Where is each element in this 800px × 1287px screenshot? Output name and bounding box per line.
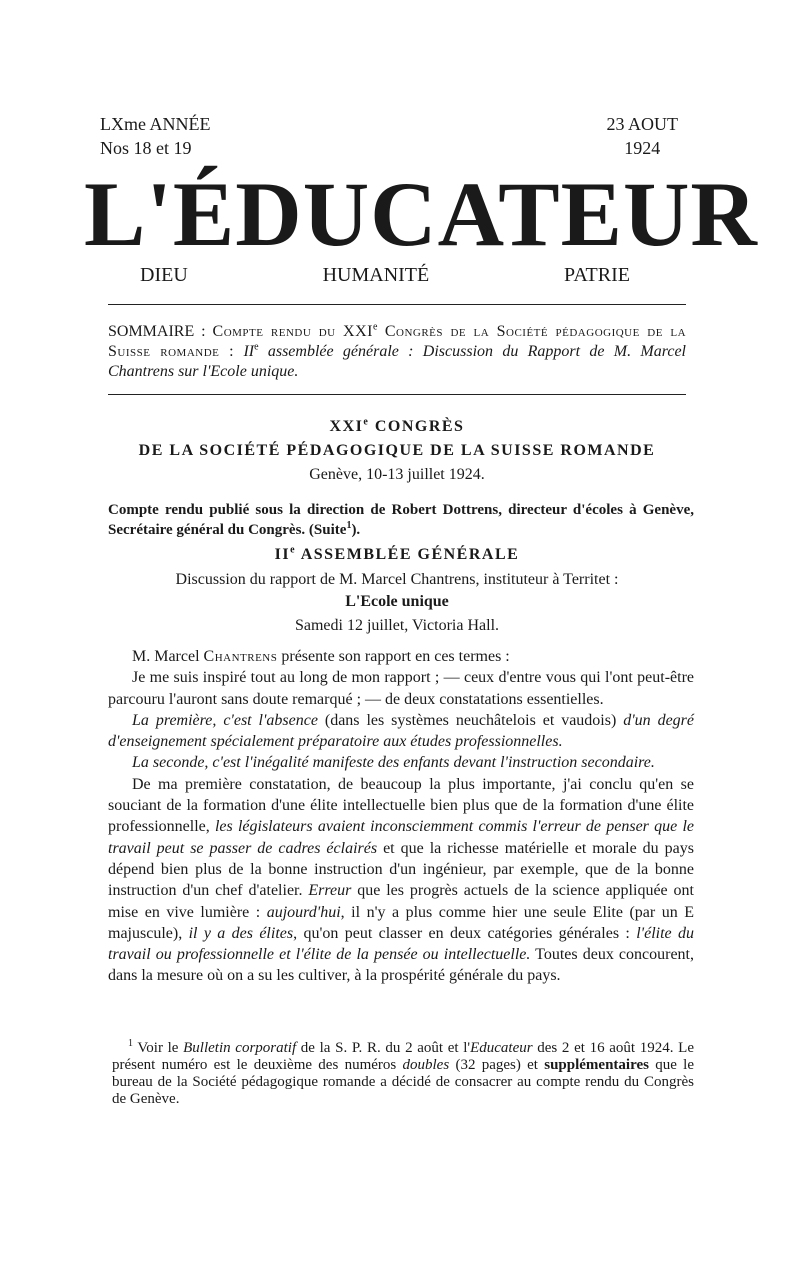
motto-word: DIEU	[140, 264, 188, 286]
summary-text: Congrès de la Société pédagogique de la Suisse romande :	[108, 323, 687, 360]
summary-label: SOMMAIRE :	[108, 323, 206, 340]
session-line: Samedi 12 juillet, Victoria Hall.	[294, 617, 500, 634]
masthead-motto	[140, 264, 630, 287]
summary-sup: e	[372, 321, 378, 333]
footnote-ref: 1	[346, 520, 352, 531]
paragraph: M. Marcel Chantrens présente son rapport en ces termes :	[132, 648, 510, 665]
summary-text: Compte rendu du XXI	[212, 323, 373, 340]
paragraph: La première, c'est l'absence (dans les systèmes neuchâtelois et vaudois) d'un degré d'enseignement spécialement préparatoire aux études professionnelles.	[108, 711, 694, 751]
date-info	[607, 112, 679, 160]
congress-heading	[100, 418, 694, 436]
divider	[108, 304, 686, 305]
heading-sup: e	[290, 544, 297, 556]
society-heading: DE LA SOCIÉTÉ PÉDAGOGIQUE DE LA SUISSE ROMANDE	[138, 442, 656, 459]
heading-text: II	[274, 546, 291, 563]
credit-text: ).	[351, 522, 361, 538]
report-credit	[108, 500, 694, 540]
summary	[108, 322, 686, 382]
heading-text: CONGRÈS	[369, 418, 465, 435]
subject-line: L'Ecole unique	[345, 593, 449, 610]
issue-label: Nos 18 et 19	[100, 138, 192, 158]
volume-info	[100, 112, 210, 160]
year-number: 1924	[624, 138, 661, 158]
heading-text: XXI	[329, 418, 364, 435]
motto-word: HUMANITÉ	[322, 264, 430, 286]
summary-sup: e	[254, 341, 259, 353]
date-label: 23 AOUT	[606, 114, 678, 134]
paragraph: De ma première constatation, de beaucoup la plus importante, j'ai conclu qu'en se souciant de la formation d'une élite intellectuelle bien plus que de la formation d'une élite professionnelle, les législateurs avaient inconsciemment commis l'erreur de penser que le travail peut se passer de cadres éclairés et que la richesse matérielle et morale du pays dépend bien plus de la bonne instruction d'un ingénieur, par exemple, que de la bonne instruction d'un chef d'atelier. Erreur que les progrès actuels de la science appliquée ont mise en vive lumière : aujourd'hui, il n'y a plus comme hier une seule Elite (par un E majuscule), il y a des élites, qu'on peut classer en deux catégories générales : l'élite du travail ou professionnelle et l'élite de la pensée ou intellectuelle. Toutes deux concourent, dans la mesure où on a su les cultiver, à la prospérité générale du pays.	[108, 775, 695, 985]
summary-italic: II	[243, 343, 255, 360]
heading-sup: e	[363, 416, 370, 428]
paragraph: La seconde, c'est l'inégalité manifeste des enfants devant l'instruction secondaire.	[132, 754, 655, 772]
footnote-number: 1	[128, 1038, 133, 1049]
paragraph: Je me suis inspiré tout au long de mon rapport ; — ceux d'entre vous qui l'ont peut-être parcouru l'auront sans doute remarqué ; — de deux constatations essentielles.	[108, 669, 694, 708]
year-label: LXme ANNÉE	[100, 114, 211, 134]
masthead-title: L'ÉDUCATEUR	[84, 163, 758, 265]
assembly-heading	[100, 546, 694, 564]
discussion-line: Discussion du rapport de M. Marcel Chantrens, instituteur à Territet :	[175, 571, 619, 588]
footnote: $^1$ Voir le Bulletin corporatif de la S. P. R. du 2 août et l'Educateur des 2 et 16 août 1924. Le présent numéro est le deuxième des numéros doubles (32 pages) et supplémentaires que le bureau de la Société pédagogique romande a décidé de consacrer au compte rendu du Congrès de Genève.	[112, 1038, 694, 1107]
motto-word: PATRIE	[564, 264, 630, 286]
heading-text: ASSEMBLÉE GÉNÉRALE	[296, 546, 520, 563]
summary-italic: assemblée générale : Discussion du Rapport de M. Marcel Chantrens sur l'Ecole unique.	[108, 343, 687, 380]
congress-place: Genève, 10-13 juillet 1924.	[309, 466, 485, 483]
credit-text: Compte rendu publié sous la direction de Robert Dottrens, directeur d'écoles à Genève, Secrétaire général du Congrès. (Suite	[108, 502, 694, 538]
divider	[108, 394, 686, 395]
article-body	[108, 646, 694, 987]
